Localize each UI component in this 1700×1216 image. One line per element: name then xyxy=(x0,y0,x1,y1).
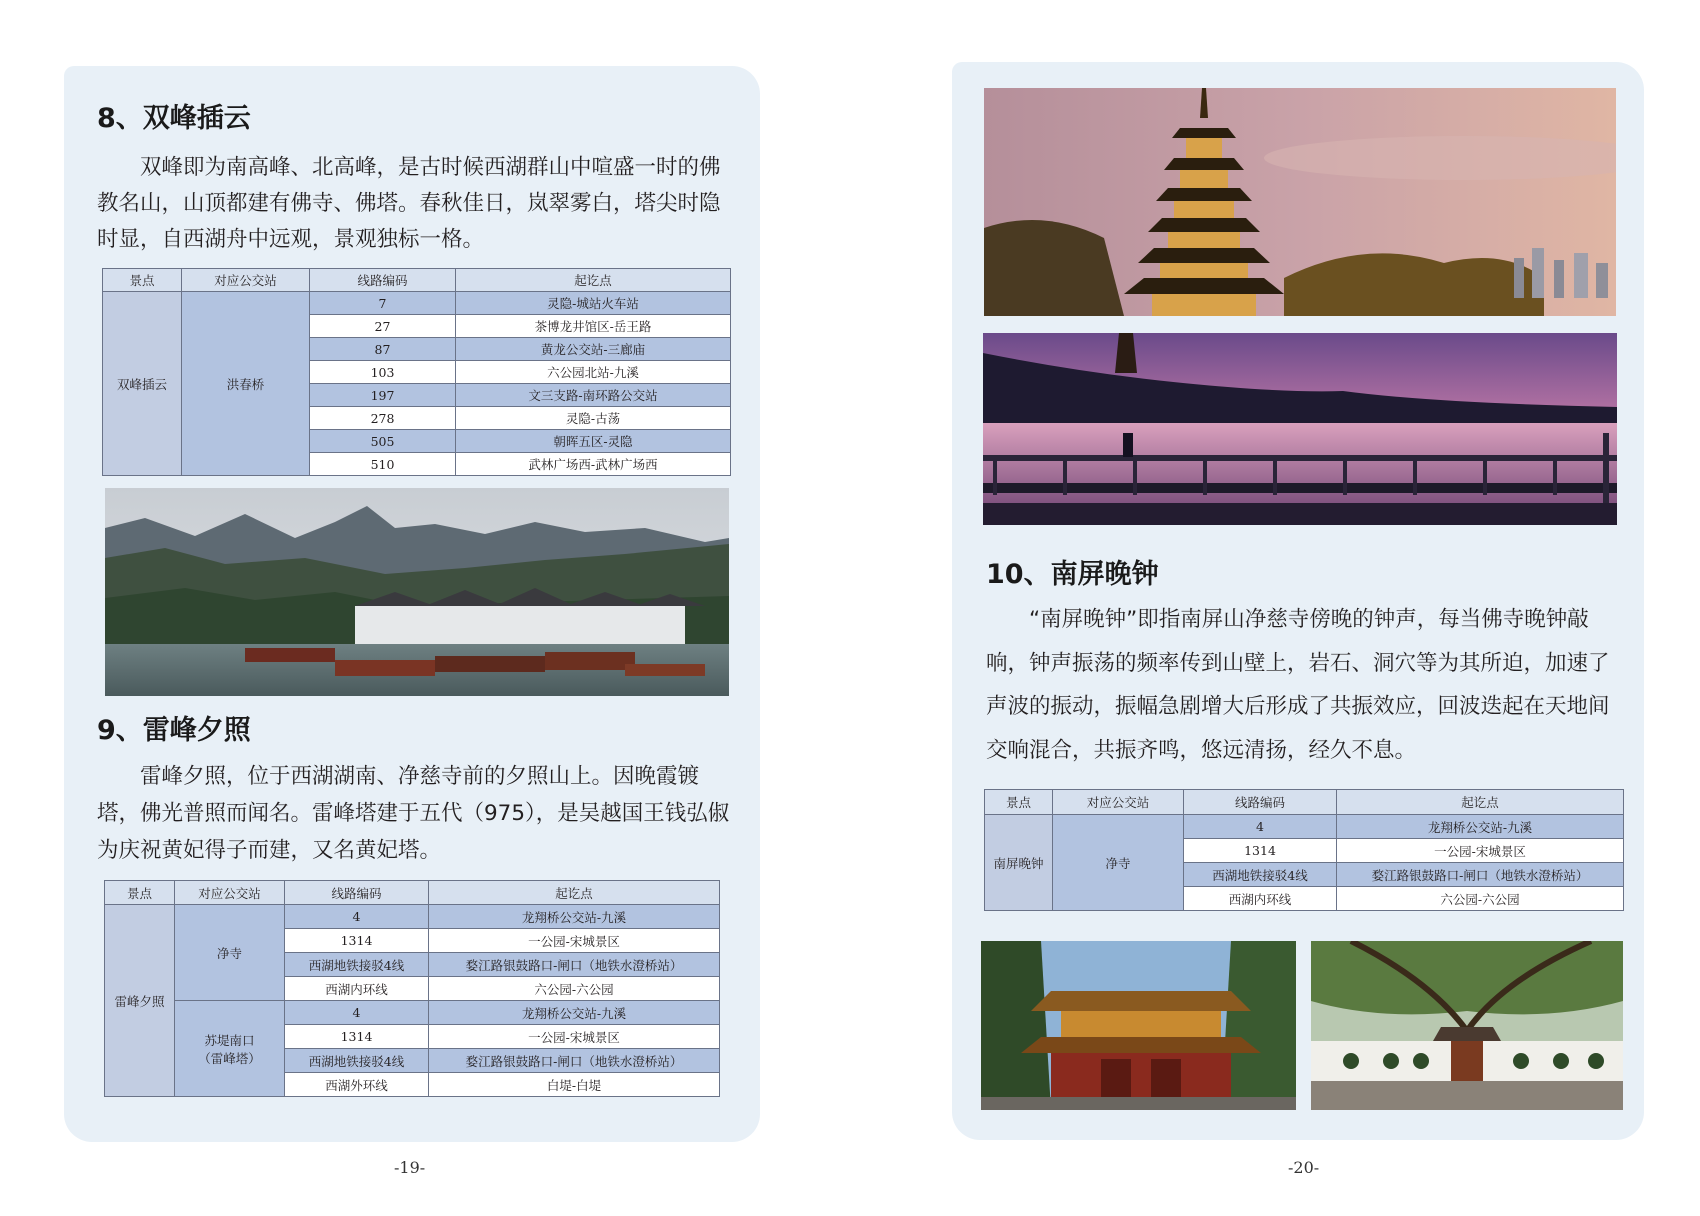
route-endpoints: 婺江路银鼓路口-闸口（地铁水澄桥站） xyxy=(429,1049,720,1073)
route-endpoints: 龙翔桥公交站-九溪 xyxy=(1337,815,1624,839)
route-code: 4 xyxy=(1184,815,1337,839)
route-code: 4 xyxy=(285,1001,429,1025)
route-endpoints: 婺江路银鼓路口-闸口（地铁水澄桥站） xyxy=(429,953,720,977)
route-endpoints: 龙翔桥公交站-九溪 xyxy=(429,905,720,929)
route-code: 1314 xyxy=(285,929,429,953)
route-code: 西湖外环线 xyxy=(285,1073,429,1097)
leifeng-pagoda-photo xyxy=(984,88,1616,316)
route-endpoints: 白堤-白堤 xyxy=(429,1073,720,1097)
route-code: 4 xyxy=(285,905,429,929)
header-code: 线路编码 xyxy=(310,269,456,292)
section8-title: 8、双峰插云 xyxy=(97,103,251,134)
route-endpoints: 六公园-六公园 xyxy=(429,977,720,1001)
route-code: 87 xyxy=(310,338,456,361)
jingci-temple-photo xyxy=(981,941,1296,1110)
header-station: 对应公交站 xyxy=(1053,790,1184,815)
route-code: 505 xyxy=(310,430,456,453)
route-endpoints: 龙翔桥公交站-九溪 xyxy=(429,1001,720,1025)
route-endpoints: 婺江路银鼓路口-闸口（地铁水澄桥站） xyxy=(1337,863,1624,887)
route-code: 510 xyxy=(310,453,456,476)
route-endpoints: 文三支路-南环路公交站 xyxy=(456,384,731,407)
section9-title: 9、雷峰夕照 xyxy=(97,715,251,746)
section10-title: 10、南屏晚钟 xyxy=(986,559,1159,590)
table-header-row xyxy=(105,881,720,905)
station-cell: 净寺 xyxy=(175,905,285,1001)
header-route: 起讫点 xyxy=(429,881,720,905)
section8-paragraph: 双峰即为南高峰、北高峰，是古时候西湖群山中喧盛一时的佛教名山，山顶都建有佛寺、佛塔。春秋佳日，岚翠雾白，塔尖时隐时显，自西湖舟中远观，景观独标一格。 xyxy=(97,155,721,252)
scenic-cell: 雷峰夕照 xyxy=(105,905,175,1097)
header-scenic: 景点 xyxy=(105,881,175,905)
section8-bus-table xyxy=(102,268,731,476)
header-scenic: 景点 xyxy=(103,269,182,292)
station-cell: 净寺 xyxy=(1053,815,1184,911)
header-station: 对应公交站 xyxy=(182,269,310,292)
route-code: 197 xyxy=(310,384,456,407)
section10-bus-table xyxy=(984,789,1624,911)
header-route: 起讫点 xyxy=(1337,790,1624,815)
station-cell: 洪春桥 xyxy=(182,292,310,476)
route-endpoints: 一公园-宋城景区 xyxy=(429,929,720,953)
route-code: 27 xyxy=(310,315,456,338)
header-scenic: 景点 xyxy=(985,790,1053,815)
temple-gate-photo xyxy=(1311,941,1623,1110)
table-row xyxy=(105,905,720,929)
route-code: 1314 xyxy=(285,1025,429,1049)
west-lake-sunset-photo xyxy=(983,333,1617,525)
page-number-right: -20- xyxy=(1288,1158,1320,1177)
header-station: 对应公交站 xyxy=(175,881,285,905)
route-endpoints: 六公园-六公园 xyxy=(1337,887,1624,911)
station-cell xyxy=(175,1001,285,1097)
route-endpoints: 茶博龙井馆区-岳王路 xyxy=(456,315,731,338)
section9-paragraph: 雷峰夕照，位于西湖湖南、净慈寺前的夕照山上。因晚霞镀塔，佛光普照而闻名。雷峰塔建于五代（975），是吴越国王钱弘俶为庆祝黄妃得子而建，又名黄妃塔。 xyxy=(97,764,730,863)
section9-bus-table xyxy=(104,880,720,1097)
scenic-cell: 双峰插云 xyxy=(103,292,182,476)
route-code: 西湖内环线 xyxy=(1184,887,1337,911)
station-line2: （雷峰塔） xyxy=(198,1050,261,1066)
route-code: 1314 xyxy=(1184,839,1337,863)
header-route: 起讫点 xyxy=(456,269,731,292)
scenic-cell: 南屏晚钟 xyxy=(985,815,1053,911)
table-row xyxy=(985,815,1624,839)
route-endpoints: 六公园北站-九溪 xyxy=(456,361,731,384)
route-code: 103 xyxy=(310,361,456,384)
route-code: 西湖地铁接驳4线 xyxy=(285,953,429,977)
route-endpoints: 一公园-宋城景区 xyxy=(429,1025,720,1049)
route-endpoints: 朝晖五区-灵隐 xyxy=(456,430,731,453)
route-code: 西湖地铁接驳4线 xyxy=(1184,863,1337,887)
station-line1: 苏堤南口 xyxy=(204,1032,255,1048)
route-endpoints: 灵隐-城站火车站 xyxy=(456,292,731,315)
route-code: 西湖地铁接驳4线 xyxy=(285,1049,429,1073)
table-row xyxy=(103,292,731,315)
route-code: 278 xyxy=(310,407,456,430)
table-row xyxy=(105,1001,720,1025)
route-endpoints: 武林广场西-武林广场西 xyxy=(456,453,731,476)
route-endpoints: 黄龙公交站-三廊庙 xyxy=(456,338,731,361)
header-code: 线路编码 xyxy=(1184,790,1337,815)
route-endpoints: 一公园-宋城景区 xyxy=(1337,839,1624,863)
route-endpoints: 灵隐-古荡 xyxy=(456,407,731,430)
route-code: 7 xyxy=(310,292,456,315)
page-number-left: -19- xyxy=(394,1158,426,1177)
shuangfeng-photo xyxy=(105,488,729,696)
section10-paragraph: “南屏晚钟”即指南屏山净慈寺傍晚的钟声，每当佛寺晚钟敲响，钟声振荡的频率传到山壁上，岩石、洞穴等为其所迫，加速了声波的振动，振幅急剧增大后形成了共振效应，回波迭起在天地间交响混合，共振齐鸣，悠远清扬，经久不息。 xyxy=(986,607,1610,763)
route-code: 西湖内环线 xyxy=(285,977,429,1001)
table-header-row xyxy=(103,269,731,292)
header-code: 线路编码 xyxy=(285,881,429,905)
table-header-row xyxy=(985,790,1624,815)
